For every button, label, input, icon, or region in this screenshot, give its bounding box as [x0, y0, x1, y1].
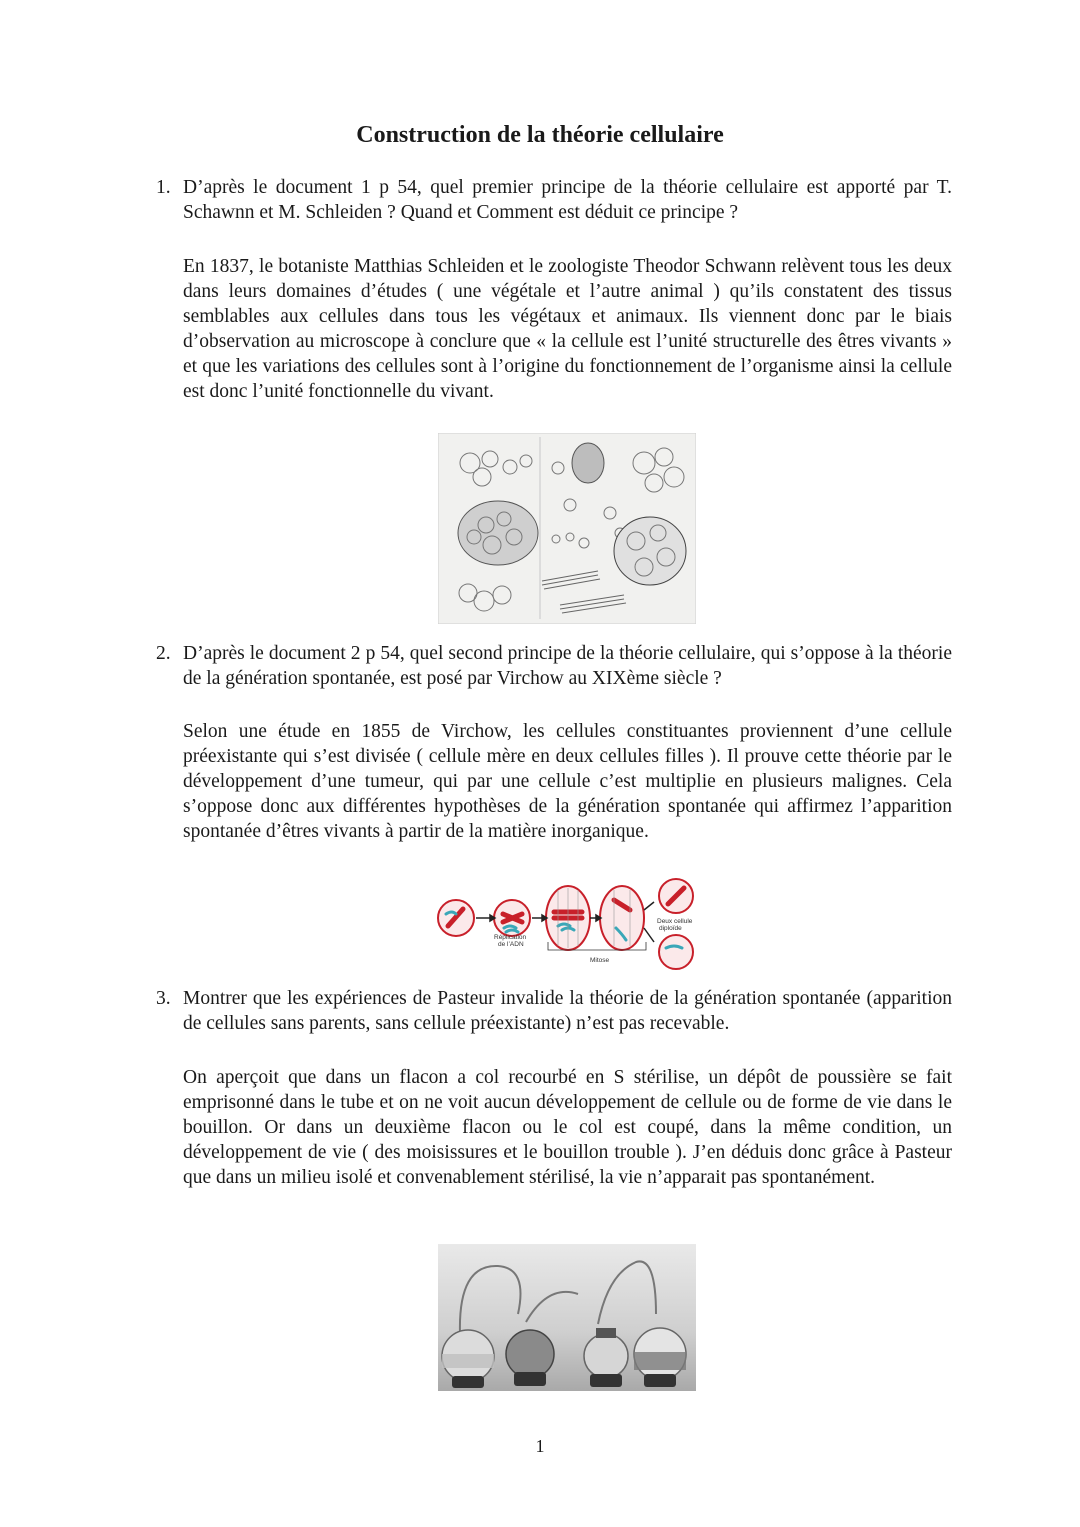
- answer-2: Selon une étude en 1855 de Virchow, les cellules constituantes proviennent d’une cellule préexistante qui s’est divisée ( cellule mère en deux cellules filles ). Il prouve cette théorie par le développement d’une tumeur, qui par une cellule c’est multiplie en plusieurs malignes. Cela s’oppose donc aux différentes hypothèses de la génération spontanée qui affirmez l’apparition spontanée d’êtres vivants à partir de la matière inorganique.: [183, 721, 952, 842]
- question-text: D’après le document 2 p 54, quel second principe de la théorie cellulaire, qui s’oppose à la théorie de la génération spontanée, est posé par Virchow au XIXème siècle ?: [183, 643, 952, 689]
- question-3: [156, 986, 952, 1036]
- question-number: 3.: [156, 988, 171, 1009]
- label-daughters-1: Deux cellule: [657, 918, 693, 925]
- answer-1: En 1837, le botaniste Matthias Schleiden et le zoologiste Theodor Schwann relèvent tous les deux dans leurs domaines d’études ( une végétale et l’autre animal ) qu’ils constatent des tissus semblables aux cellules dans tous les végétaux et animaux. Ils viennent donc par le biais d’observation au microscope à conclure que « la cellule est l’unité structurelle des êtres vivants » et que les variations des cellules sont à l’origine du fonctionnement de l’organisme ainsi la cellule est donc l’unité fonctionnelle du vivant.: [183, 256, 952, 402]
- page-number: 1: [535, 1436, 545, 1456]
- question-text: D’après le document 1 p 54, quel premier principe de la théorie cellulaire est apporté par T. Schawnn et M. Schleiden ? Quand et Comment est déduit ce principe ?: [183, 177, 952, 223]
- label-daughters-2: diploïde: [659, 925, 682, 932]
- question-number: 1.: [156, 177, 171, 198]
- question-number: 2.: [156, 643, 171, 664]
- question-text: Montrer que les expériences de Pasteur invalide la théorie de la génération spontanée (apparition de cellules sans parents, sans cellule préexistante) n’est pas recevable.: [183, 988, 952, 1034]
- question-1: [156, 175, 952, 225]
- label-mitosis: Mitose: [590, 957, 610, 964]
- mitosis-diagram: [430, 876, 702, 972]
- label-replication-2: de l’ADN: [498, 941, 524, 948]
- pasteur-flasks-photo: [438, 1244, 696, 1391]
- cell-drawings-figure: [438, 433, 696, 624]
- answer-3: On aperçoit que dans un flacon a col recourbé en S stérilise, un dépôt de poussière se fait emprisonné dans le tube et on ne voit aucun développement de cellule ou de forme de vie dans le bouillon. Or dans un deuxième flacon ou le col est coupé, dans la même condition, un développement de vie ( des moisissures et le bouillon trouble ). J’en déduis donc grâce à Pasteur que dans un milieu isolé et convenablement stérilisé, la vie n’apparait pas spontanément.: [183, 1067, 952, 1188]
- page-title: Construction de la théorie cellulaire: [356, 122, 724, 148]
- question-2: [156, 641, 952, 691]
- label-replication-1: Réplication: [494, 934, 527, 941]
